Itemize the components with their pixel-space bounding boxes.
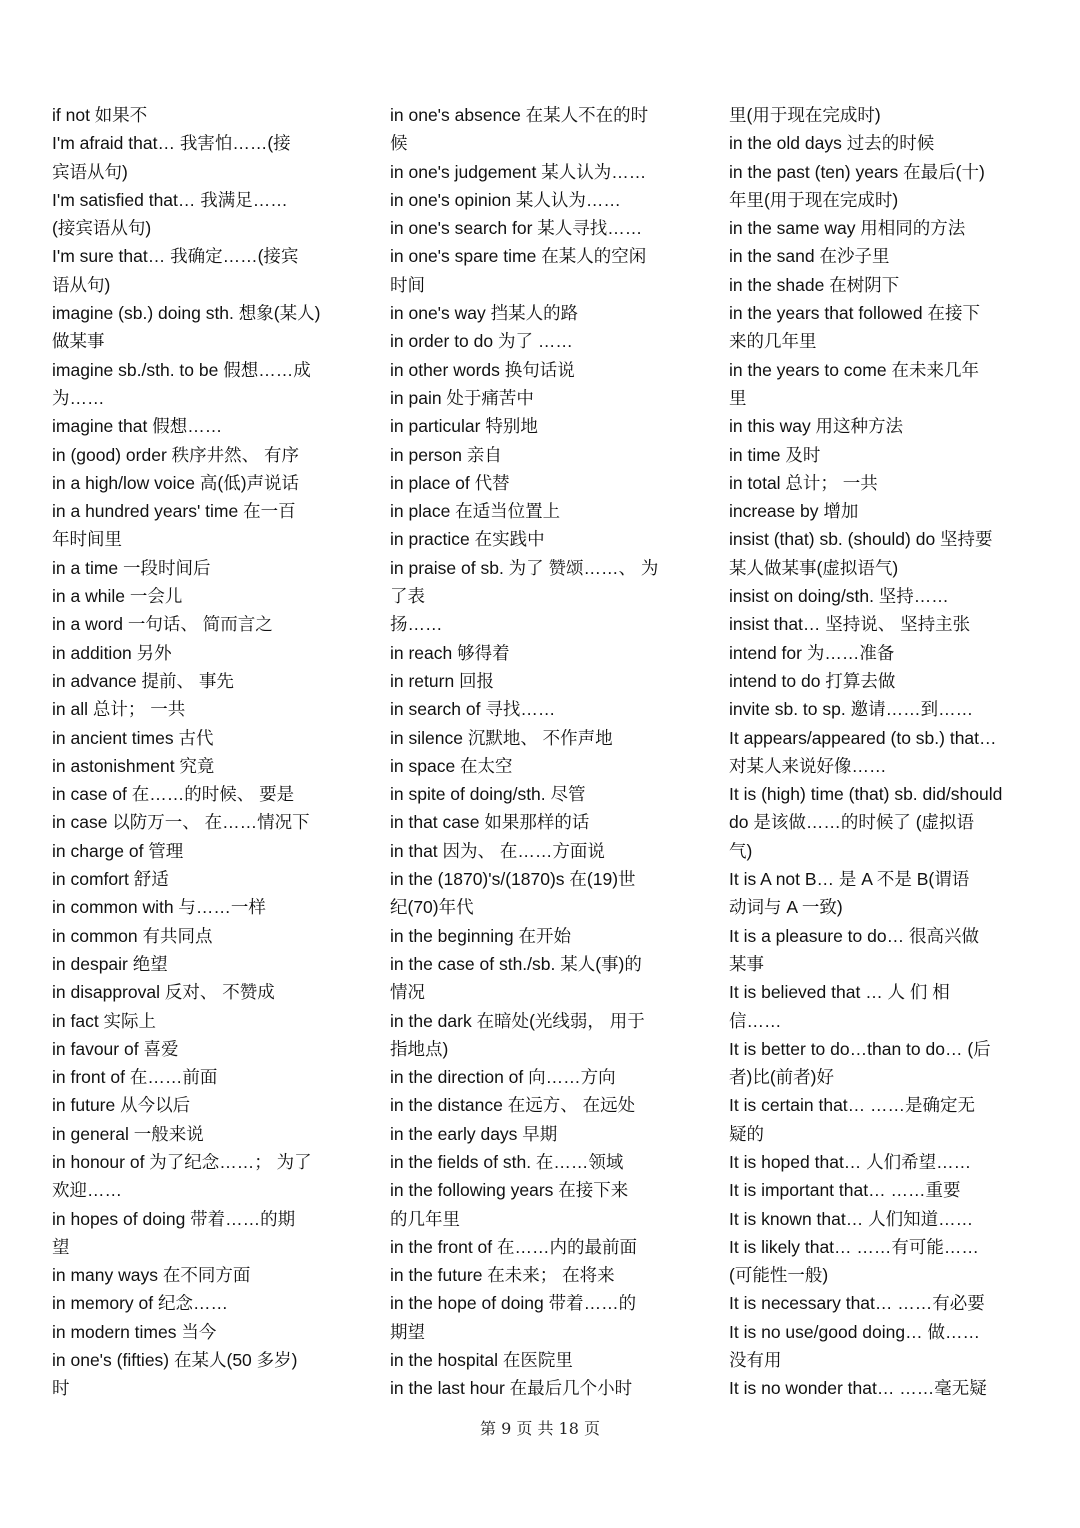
vocab-line: in common 有共同点: [52, 925, 213, 946]
vocab-line: in astonishment 究竟: [52, 755, 215, 776]
vocab-line: 年时间里: [52, 529, 122, 550]
vocab-line: It is A not B… 是 A 不是 B(谓语: [729, 869, 970, 890]
vocab-line: in a while 一会儿: [52, 586, 183, 607]
vocab-line: in general 一般来说: [52, 1123, 204, 1144]
vocab-line: It is certain that… ……是确定无: [729, 1095, 976, 1116]
vocab-line: in disapproval 反对、 不赞成: [52, 982, 275, 1003]
vocab-line: in the years to come 在未来几年: [729, 359, 979, 380]
vocab-line: in favour of 喜爱: [52, 1038, 179, 1059]
vocab-line: in all 总计； 一共: [52, 699, 186, 720]
vocab-line: 纪(70)年代: [390, 897, 474, 918]
vocab-line: insist (that) sb. (should) do 坚持要: [729, 529, 993, 550]
vocab-line: in silence 沉默地、 不作声地: [390, 727, 613, 748]
vocab-line: in a high/low voice 高(低)声说话: [52, 472, 300, 493]
vocab-line: in memory of 纪念……: [52, 1293, 228, 1314]
vocab-line: in the direction of 向……方向: [390, 1067, 616, 1088]
vocab-line: in modern times 当今: [52, 1321, 217, 1342]
vocab-line: in one's (fifties) 在某人(50 多岁): [52, 1350, 298, 1371]
vocab-line: in the early days 早期: [390, 1123, 558, 1144]
vocab-line: 来的几年里: [729, 331, 817, 352]
vocab-line: in the past (ten) years 在最后(十): [729, 161, 985, 182]
vocab-line: It is no wonder that… ……毫无疑: [729, 1378, 987, 1399]
vocab-line: 扬……: [390, 614, 443, 635]
vocab-line: intend to do 打算去做: [729, 670, 896, 691]
vocab-line: 宾语从句): [52, 161, 128, 182]
vocab-line: in the beginning 在开始: [390, 925, 571, 946]
vocab-line: 某人做某事(虚拟语气): [729, 557, 899, 578]
vocab-line: in the hope of doing 带着……的: [390, 1293, 637, 1314]
vocab-line: in return 回报: [390, 670, 495, 691]
vocab-line: It is a pleasure to do… 很高兴做: [729, 925, 979, 946]
vocab-line: in the front of 在……内的最前面: [390, 1236, 638, 1257]
vocab-line: It is hoped that… 人们希望……: [729, 1151, 972, 1172]
vocab-line: in the shade 在树阴下: [729, 274, 900, 295]
vocab-line: 疑的: [729, 1123, 764, 1144]
vocab-line: in that 因为、 在……方面说: [390, 840, 605, 861]
vocab-line: in order to do 为了 ……: [390, 331, 573, 352]
vocab-line: 为……: [52, 387, 105, 408]
vocab-line: It is believed that … 人 们 相: [729, 982, 950, 1003]
vocab-line: 做某事: [52, 331, 105, 352]
vocab-line: in the fields of sth. 在……领域: [390, 1151, 624, 1172]
vocab-line: in the future 在未来； 在将来: [390, 1265, 615, 1286]
vocab-line: It is necessary that… ……有必要: [729, 1293, 985, 1314]
vocab-line: in ancient times 古代: [52, 727, 214, 748]
vocab-line: in other words 换句话说: [390, 359, 575, 380]
vocab-line: in praise of sb. 为了 赞颂……、 为: [390, 557, 659, 578]
vocab-line: in many ways 在不同方面: [52, 1265, 251, 1286]
vocab-line: in space 在太空: [390, 755, 513, 776]
column-2: [390, 101, 690, 1403]
vocab-line: in particular 特别地: [390, 416, 538, 437]
vocab-line: in the (1870)'s/(1870)s 在(19)世: [390, 869, 636, 890]
vocab-line: intend for 为……准备: [729, 642, 895, 663]
vocab-line: 动词与 A 一致): [729, 897, 843, 918]
vocab-line: 里: [729, 387, 747, 408]
vocab-line: I'm sure that… 我确定……(接宾: [52, 246, 299, 267]
vocab-line: in one's way 挡某人的路: [390, 303, 579, 324]
vocab-line: insist on doing/sth. 坚持……: [729, 586, 949, 607]
vocab-line: in practice 在实践中: [390, 529, 545, 550]
vocab-line: in that case 如果那样的话: [390, 812, 590, 833]
vocab-line: 候: [390, 133, 408, 154]
vocab-line: in fact 实际上: [52, 1010, 157, 1031]
vocab-line: 时间: [390, 274, 425, 295]
vocab-line: insist that… 坚持说、 坚持主张: [729, 614, 971, 635]
vocab-line: in pain 处于痛苦中: [390, 387, 534, 408]
page-footer: 第 9 页 共 18 页: [480, 1419, 600, 1438]
vocab-line: in total 总计； 一共: [729, 472, 878, 493]
vocab-line: It is known that… 人们知道……: [729, 1208, 974, 1229]
column-1: [52, 101, 344, 1403]
vocab-line: in reach 够得着: [390, 642, 510, 663]
vocab-line: if not 如果不: [52, 105, 148, 125]
vocab-line: It is likely that… ……有可能……: [729, 1236, 979, 1257]
vocab-line: imagine that 假想……: [52, 416, 223, 437]
vocab-line: 望: [52, 1236, 70, 1257]
vocab-line: in the same way 用相同的方法: [729, 218, 966, 239]
vocab-line: in the years that followed 在接下: [729, 303, 980, 324]
vocab-line: in despair 绝望: [52, 953, 168, 974]
vocab-line: in the distance 在远方、 在远处: [390, 1095, 636, 1116]
vocab-line: It is no use/good doing… 做……: [729, 1321, 980, 1342]
vocab-line: in hopes of doing 带着……的期: [52, 1208, 296, 1229]
vocab-line: 情况: [390, 982, 425, 1003]
vocab-line: in a hundred years' time 在一百: [52, 501, 296, 522]
vocab-line: imagine sb./sth. to be 假想……成: [52, 359, 311, 380]
vocab-line: 欢迎……: [52, 1180, 122, 1201]
vocab-line: in the sand 在沙子里: [729, 246, 890, 267]
vocab-line: do 是该做……的时候了 (虚拟语: [729, 812, 975, 833]
vocab-line: in spite of doing/sth. 尽管: [390, 784, 586, 805]
vocab-line: in case 以防万一、 在……情况下: [52, 812, 310, 833]
vocab-line: in person 亲自: [390, 444, 502, 465]
vocab-line: 信……: [729, 1010, 782, 1031]
vocab-line: in place of 代替: [390, 472, 510, 493]
vocab-line: in honour of 为了纪念……； 为了: [52, 1151, 312, 1172]
vocab-line: 者)比(前者)好: [729, 1067, 834, 1088]
vocab-line: in advance 提前、 事先: [52, 670, 234, 691]
vocab-line: I'm afraid that… 我害怕……(接: [52, 133, 291, 154]
vocab-line: in common with 与……一样: [52, 897, 266, 918]
vocab-line: 年里(用于现在完成时): [729, 189, 899, 210]
vocab-line: I'm satisfied that… 我满足……: [52, 189, 288, 210]
vocab-line: It is important that… ……重要: [729, 1180, 961, 1201]
vocab-line: in charge of 管理: [52, 840, 184, 861]
vocab-line: in case of 在……的时候、 要是: [52, 784, 295, 805]
vocab-line: It appears/appeared (to sb.) that…: [729, 727, 997, 748]
vocab-line: in future 从今以后: [52, 1095, 191, 1116]
vocab-line: 某事: [729, 953, 764, 974]
vocab-line: in the following years 在接下来: [390, 1180, 629, 1201]
vocab-line: in front of 在……前面: [52, 1067, 218, 1088]
vocab-line: in the case of sth./sb. 某人(事)的: [390, 953, 642, 974]
vocab-line: in comfort 舒适: [52, 869, 169, 890]
vocab-line: 语从句): [52, 274, 111, 295]
vocab-line: in the last hour 在最后几个小时: [390, 1378, 633, 1399]
vocab-line: 的几年里: [390, 1208, 460, 1229]
vocab-line: in search of 寻找……: [390, 699, 556, 720]
vocab-line: in a word 一句话、 简而言之: [52, 614, 273, 635]
vocab-line: invite sb. to sp. 邀请……到……: [729, 699, 974, 720]
vocab-line: in (good) order 秩序井然、 有序: [52, 444, 300, 465]
vocab-line: imagine (sb.) doing sth. 想象(某人): [52, 303, 321, 324]
vocab-line: in time 及时: [729, 444, 821, 465]
vocab-line: in the old days 过去的时候: [729, 133, 935, 154]
vocab-line: 期望: [390, 1321, 425, 1342]
vocab-line: in this way 用这种方法: [729, 416, 904, 437]
vocab-line: 里(用于现在完成时): [729, 105, 881, 125]
vocab-line: It is (high) time (that) sb. did/should: [729, 784, 1003, 805]
vocab-line: (接宾语从句): [52, 218, 152, 239]
vocab-line: 了表: [390, 586, 425, 607]
vocab-line: 时: [52, 1378, 70, 1399]
vocab-line: in place 在适当位置上: [390, 501, 561, 522]
vocab-line: 指地点): [390, 1038, 449, 1059]
vocab-line: in one's spare time 在某人的空闲: [390, 246, 647, 267]
vocab-line: 对某人来说好像……: [729, 755, 887, 776]
vocab-line: It is better to do…than to do… (后: [729, 1038, 991, 1059]
vocab-line: in one's judgement 某人认为……: [390, 161, 647, 182]
vocab-line: in one's search for 某人寻找……: [390, 218, 643, 239]
vocab-line: 没有用: [729, 1350, 782, 1371]
vocab-line: in the hospital 在医院里: [390, 1350, 573, 1371]
column-3: [729, 101, 1021, 1403]
vocab-line: in the dark 在暗处(光线弱， 用于: [390, 1010, 645, 1031]
vocab-line: in a time 一段时间后: [52, 557, 211, 578]
vocab-line: in one's opinion 某人认为……: [390, 189, 621, 210]
vocab-line: in one's absence 在某人不在的时: [390, 105, 649, 125]
vocab-line: in addition 另外: [52, 642, 172, 663]
vocab-line: (可能性一般): [729, 1265, 829, 1286]
vocab-line: increase by 增加: [729, 501, 859, 522]
vocab-line: 气): [729, 840, 753, 861]
